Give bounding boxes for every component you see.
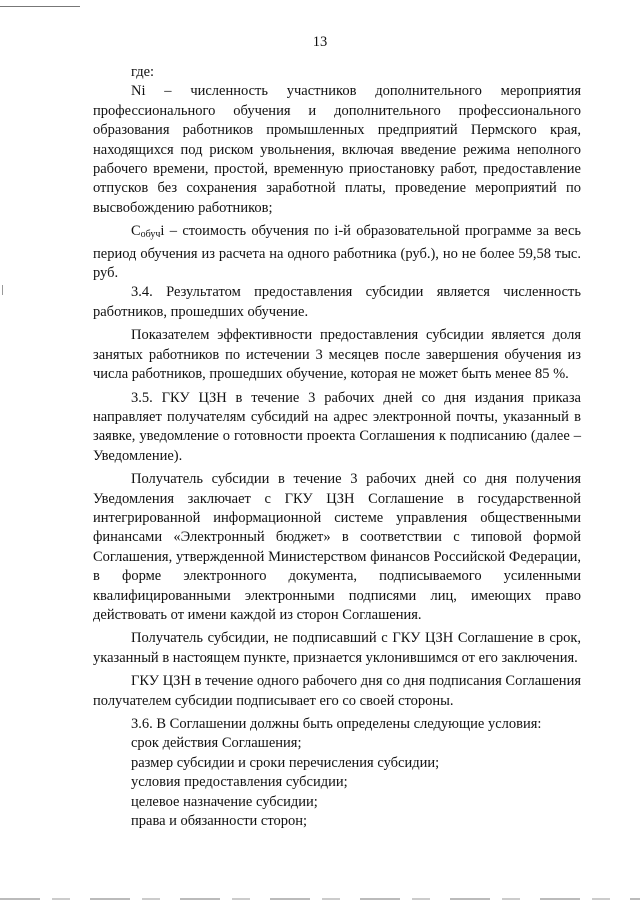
paragraph-cost-definition	[93, 222, 581, 283]
document-body	[93, 63, 581, 831]
scan-edge-mark-left	[2, 285, 3, 295]
scan-edge-mark-bottom	[0, 898, 640, 900]
condition-item: права и обязанности сторон;	[131, 813, 308, 830]
paragraph-recipient-agreement: Получатель субсидии в течение 3 рабочих дней со дня получения Уведомления заключает с ГКУ ЦЗН Соглашение в государственной интегрированной информационной системе управления общественными финансами «Электронный бюджет» в соответствии с типовой формой Соглашения, утвержденной Министерством финансов Российской Федерации, в форме электронного документа, подписываемого усиленными квалифицированными электронными подписями лиц, имеющих право действовать от имени каждой из сторон Соглашения.	[93, 471, 581, 623]
where-label: где:	[131, 64, 155, 80]
paragraph-recipient-not-signed: Получатель субсидии, не подписавший с ГКУ ЦЗН Соглашение в срок, указанный в настоящем пункте, признается уклонившимся от его заключения.	[93, 630, 581, 666]
condition-item: условия предоставления субсидии;	[131, 774, 348, 791]
condition-item: целевое назначение субсидии;	[131, 793, 318, 810]
scan-edge-mark-top	[0, 6, 80, 7]
cost-symbol-subscript: обуч	[140, 229, 161, 241]
ni-definition-text: – численность участников дополнительного мероприятия профессионального обучения и дополнительного профессионального образования работников промышленных предприятий Пермского края, находящихся под риском увольнения, включая введение режима неполного рабочего времени, простой, временную приостановку работ, предоставление отпусков без сохранения заработной платы, проведение мероприятий по высвобождению работников;	[93, 83, 581, 216]
condition-item: размер субсидии и сроки перечисления субсидии;	[131, 754, 440, 771]
ni-symbol: Ni	[131, 83, 146, 100]
paragraph-3-6: 3.6. В Соглашении должны быть определены следующие условия:	[131, 716, 542, 732]
paragraph-3-5: 3.5. ГКУ ЦЗН в течение 3 рабочих дней со дня издания приказа направляет получателям субсидий на адрес электронной почты, указанный в заявке, уведомление о готовности проекта Соглашения к подписанию (далее – Уведомление).	[93, 389, 581, 464]
condition-item: срок действия Соглашения;	[131, 735, 302, 752]
cost-definition-text: – стоимость обучения по i-й образовательной программе за весь период обучения из расчета на одного работника (руб.), но не более 59,58 тыс. руб.	[93, 223, 581, 282]
paragraph-efficiency-indicator: Показателем эффективности предоставления субсидии является доля занятых работников по истечении 3 месяцев после завершения обучения из числа работников, прошедших обучение, которая не может быть менее 85 %.	[93, 327, 581, 383]
paragraph-3-4: 3.4. Результатом предоставления субсидии является численность работников, прошедших обучение.	[93, 284, 581, 320]
cost-symbol-index: i	[160, 223, 165, 240]
cost-symbol: С	[131, 223, 141, 240]
page-number: 13	[312, 34, 328, 50]
paragraph-gku-signing: ГКУ ЦЗН в течение одного рабочего дня со дня подписания Соглашения получателем субсидии подписывает его со своей стороны.	[93, 673, 581, 709]
paragraph-ni-definition	[93, 82, 581, 218]
